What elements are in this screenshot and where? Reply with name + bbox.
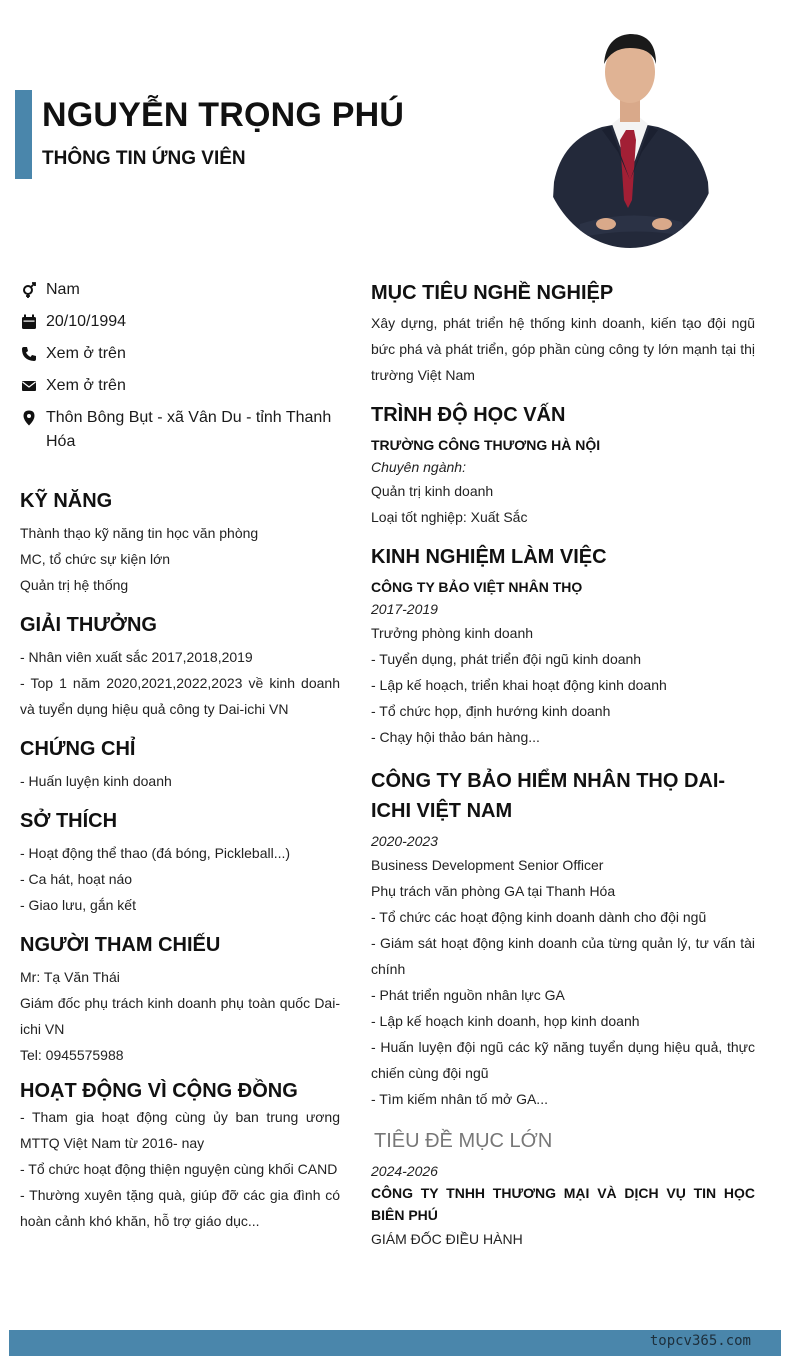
certificates-title: CHỨNG CHỈ bbox=[20, 738, 136, 760]
candidate-name: NGUYỄN TRỌNG PHÚ bbox=[42, 96, 405, 134]
job1-period: 2017-2019 bbox=[371, 601, 438, 617]
hobby-item: - Hoạt động thể thao (đá bóng, Pickleball...) bbox=[20, 845, 291, 861]
job1-role: Trưởng phòng kinh doanh bbox=[371, 625, 534, 641]
education-major: Quản trị kinh doanh bbox=[371, 483, 494, 499]
contact-phone bbox=[20, 342, 340, 366]
job1-item: - Lập kế hoạch, triển khai hoạt động kinh doanh bbox=[371, 677, 667, 693]
job2-role-detail: Phụ trách văn phòng GA tại Thanh Hóa bbox=[371, 883, 616, 899]
community-title: HOẠT ĐỘNG VÌ CỘNG ĐỒNG bbox=[20, 1080, 298, 1102]
job2-company: CÔNG TY BẢO HIỂM NHÂN THỌ DAI-ICHI VIỆT NAM bbox=[371, 770, 726, 822]
job2-item: - Lập kế hoạch kinh doanh, họp kinh doanh bbox=[371, 1013, 640, 1029]
objective-title: MỤC TIÊU NGHỀ NGHIỆP bbox=[371, 282, 614, 304]
community-item: - Tham gia hoạt động cùng ủy ban trung ương MTTQ Việt Nam từ 2016- nay bbox=[20, 1109, 340, 1151]
community-item: - Thường xuyên tặng quà, giúp đỡ các gia đình có hoàn cảnh khó khăn, hỗ trợ giáo dục... bbox=[20, 1187, 340, 1229]
job2-item: - Huấn luyện đội ngũ các kỹ năng tuyển dụng hiệu quả, thực chiến cùng đội ngũ bbox=[371, 1039, 755, 1081]
reference-item: Tel: 0945575988 bbox=[20, 1047, 124, 1063]
award-item: - Top 1 năm 2020,2021,2022,2023 về kinh doanh và tuyển dụng hiệu quả công ty Dai-ichi VN bbox=[20, 675, 340, 717]
hobbies-title: SỞ THÍCH bbox=[20, 810, 118, 832]
contact-phone-text: Xem ở trên bbox=[46, 345, 126, 362]
education-school: TRƯỜNG CÔNG THƯƠNG HÀ NỘI bbox=[371, 437, 601, 453]
left-column bbox=[20, 278, 340, 1234]
reference-item: Mr: Tạ Văn Thái bbox=[20, 969, 120, 985]
header-accent-bar bbox=[15, 90, 32, 179]
gender-icon bbox=[20, 278, 38, 302]
job2-period: 2020-2023 bbox=[371, 833, 438, 849]
award-item: - Nhân viên xuất sắc 2017,2018,2019 bbox=[20, 649, 253, 665]
contact-gender-text: Nam bbox=[46, 281, 80, 298]
job2-item: - Tìm kiếm nhân tố mở GA... bbox=[371, 1091, 548, 1107]
education-title: TRÌNH ĐỘ HỌC VẤN bbox=[371, 404, 566, 426]
location-icon bbox=[20, 406, 38, 430]
contact-birthday-text: 20/10/1994 bbox=[46, 313, 127, 330]
objective-text: Xây dựng, phát triển hệ thống kinh doanh, kiến tạo đội ngũ bức phá và phát triển, góp phần cùng công ty lớn mạnh tại thị trường Việt Nam bbox=[371, 315, 755, 383]
extra-company: CÔNG TY TNHH THƯƠNG MẠI VÀ DỊCH VỤ TIN HỌC BIÊN PHÚ bbox=[371, 1185, 755, 1223]
job2-item: - Tổ chức các hoạt động kinh doanh dành cho đội ngũ bbox=[371, 909, 707, 925]
contact-email bbox=[20, 374, 340, 398]
contact-birthday bbox=[20, 310, 340, 334]
right-column bbox=[371, 280, 755, 1252]
page-subtitle: THÔNG TIN ỨNG VIÊN bbox=[42, 148, 246, 169]
extra-role: GIÁM ĐỐC ĐIỀU HÀNH bbox=[371, 1231, 523, 1247]
footer-bar bbox=[9, 1330, 781, 1356]
hobby-item: - Giao lưu, gắn kết bbox=[20, 897, 136, 913]
avatar bbox=[540, 12, 720, 248]
references-title: NGƯỜI THAM CHIẾU bbox=[20, 934, 221, 956]
contact-address bbox=[20, 406, 340, 454]
education-grade: Loại tốt nghiệp: Xuất Sắc bbox=[371, 509, 528, 525]
footer-watermark: topcv365.com bbox=[649, 1333, 751, 1349]
job1-item: - Tổ chức họp, định hướng kinh doanh bbox=[371, 703, 611, 719]
reference-item: Giám đốc phụ trách kinh doanh phụ toàn quốc Dai-ichi VN bbox=[20, 995, 340, 1037]
avatar-portrait-illustration bbox=[540, 12, 720, 248]
education-major-label: Chuyên ngành: bbox=[371, 459, 466, 475]
job1-item: - Tuyển dụng, phát triển đội ngũ kinh doanh bbox=[371, 651, 642, 667]
calendar-icon bbox=[20, 310, 38, 334]
skills-title: KỸ NĂNG bbox=[20, 490, 113, 512]
contact-email-text: Xem ở trên bbox=[46, 377, 126, 394]
community-item: - Tổ chức hoạt động thiện nguyện cùng khối CAND bbox=[20, 1161, 338, 1177]
extra-period: 2024-2026 bbox=[371, 1163, 438, 1179]
certificate-item: - Huấn luyện kinh doanh bbox=[20, 773, 172, 789]
skill-item: Quản trị hệ thống bbox=[20, 577, 129, 593]
hobby-item: - Ca hát, hoạt náo bbox=[20, 871, 133, 887]
phone-icon bbox=[20, 342, 38, 366]
job2-item: - Phát triển nguồn nhân lực GA bbox=[371, 987, 565, 1003]
job1-item: - Chạy hội thảo bán hàng... bbox=[371, 729, 540, 745]
experience-title: KINH NGHIỆM LÀM VIỆC bbox=[371, 546, 607, 568]
job1-company: CÔNG TY BẢO VIỆT NHÂN THỌ bbox=[371, 579, 583, 595]
skill-item: MC, tổ chức sự kiện lớn bbox=[20, 551, 171, 567]
extra-section-title: TIÊU ĐỀ MỤC LỚN bbox=[374, 1130, 553, 1152]
contact-gender bbox=[20, 278, 340, 302]
job2-role: Business Development Senior Officer bbox=[371, 857, 604, 873]
skill-item: Thành thạo kỹ năng tin học văn phòng bbox=[20, 525, 259, 541]
contact-address-text: Thôn Bông Bụt - xã Vân Du - tỉnh Thanh Hóa bbox=[46, 409, 332, 450]
email-icon bbox=[20, 374, 38, 398]
job2-item: - Giám sát hoạt động kinh doanh của từng quản lý, tư vấn tài chính bbox=[371, 935, 755, 977]
awards-title: GIẢI THƯỞNG bbox=[20, 614, 157, 636]
